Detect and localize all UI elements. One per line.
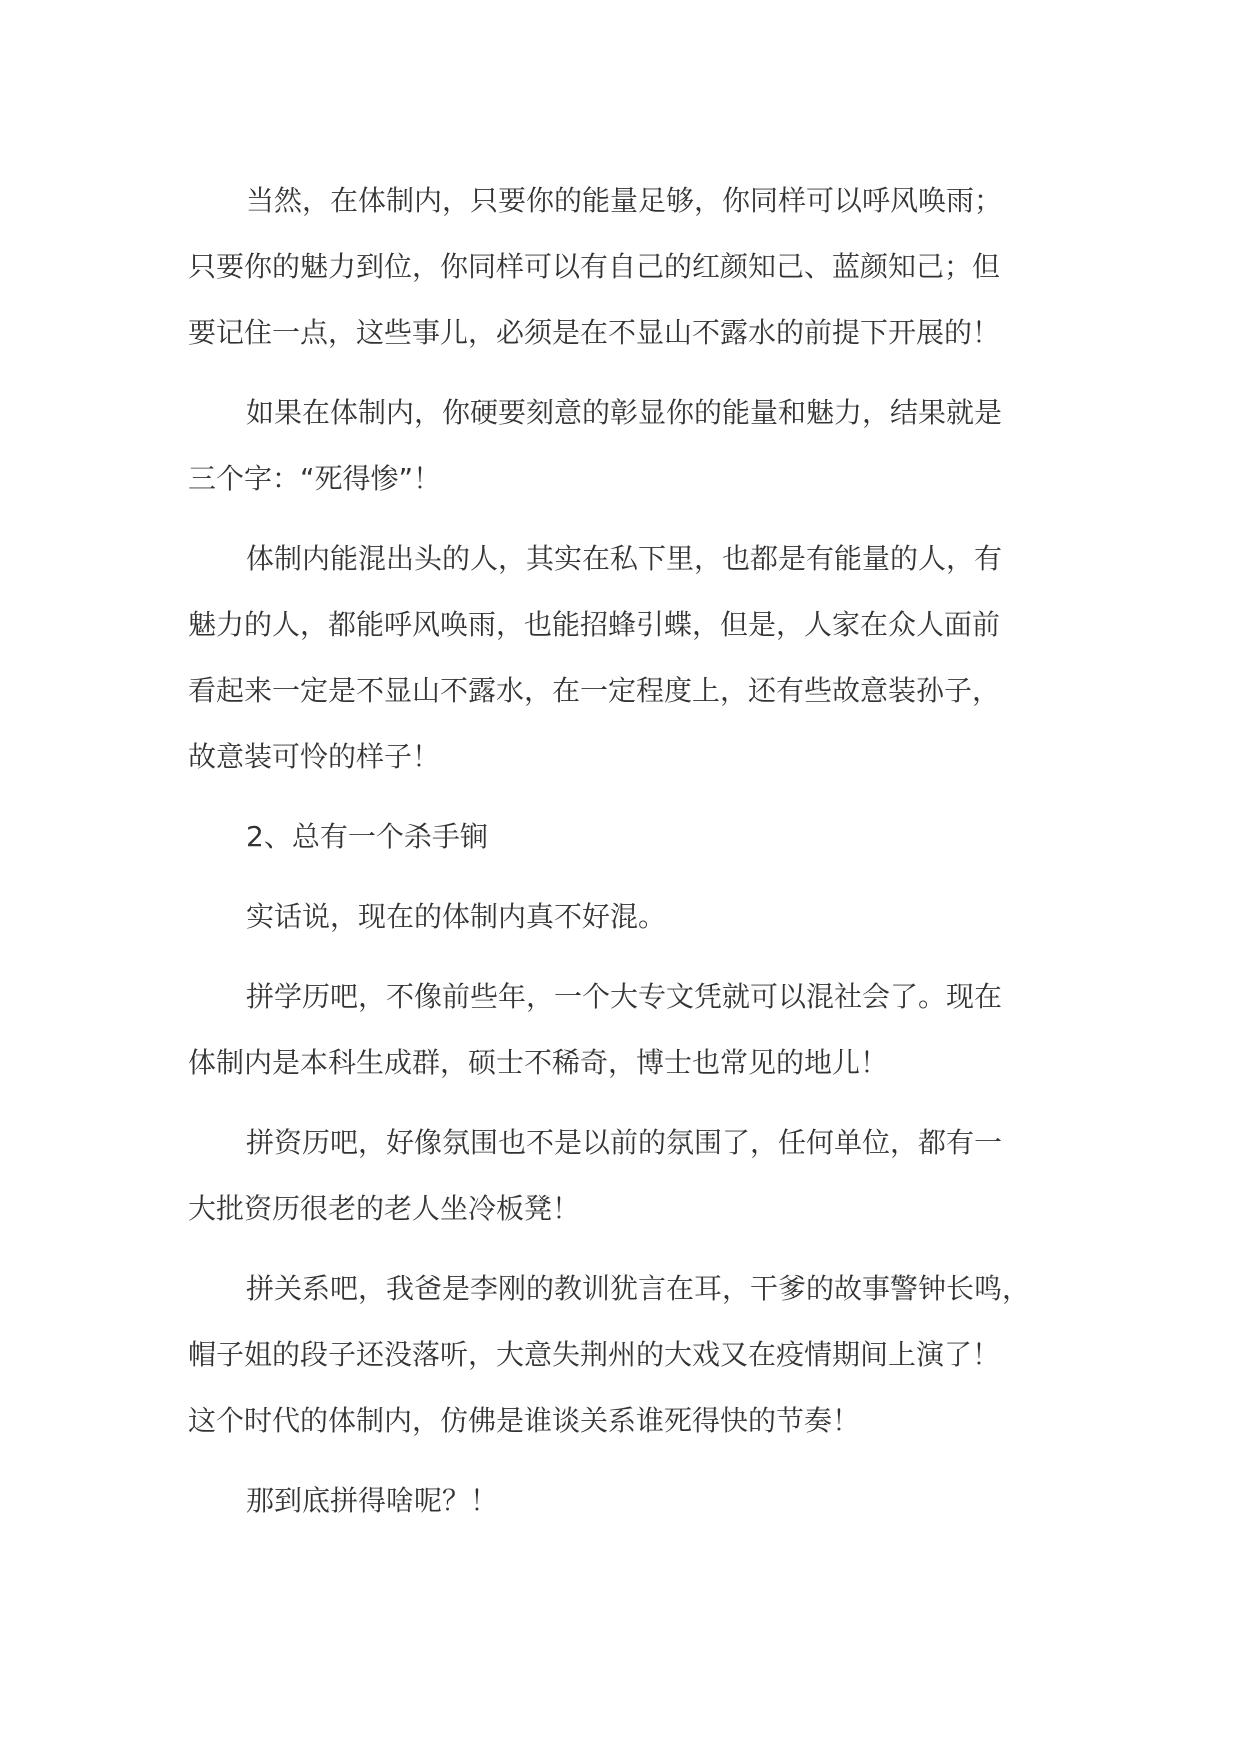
text-line: 拼资历吧，好像氛围也不是以前的氛围了，任何单位，都有一 <box>246 1126 1003 1159</box>
paragraph <box>188 526 1068 790</box>
paragraph <box>188 1110 1068 1242</box>
text-line: 当然，在体制内，只要你的能量足够，你同样可以呼风唤雨； <box>246 184 1003 217</box>
text-line: 体制内是本科生成群，硕士不稀奇，博士也常见的地儿！ <box>188 1046 889 1079</box>
text-line: 要记住一点，这些事儿，必须是在不显山不露水的前提下开展的！ <box>188 316 1001 349</box>
text-line: 体制内能混出头的人，其实在私下里，也都是有能量的人，有 <box>246 542 1003 575</box>
text-line: 那到底拼得啥呢？！ <box>246 1484 499 1517</box>
text-line: 三个字：“死得惨”！ <box>188 462 442 495</box>
paragraph <box>188 380 1068 512</box>
text-line: 只要你的魅力到位，你同样可以有自己的红颜知己、蓝颜知己；但 <box>188 250 1001 283</box>
text-line: 拼学历吧，不像前些年，一个大专文凭就可以混社会了。现在 <box>246 980 1003 1013</box>
text-line: 帽子姐的段子还没落听，大意失荆州的大戏又在疫情期间上演了！ <box>188 1338 1001 1371</box>
text-line: 魅力的人，都能呼风唤雨，也能招蜂引蝶，但是，人家在众人面前 <box>188 608 1001 641</box>
text-line: 实话说，现在的体制内真不好混。 <box>246 900 667 933</box>
paragraph <box>188 168 1068 366</box>
text-line: 拼关系吧，我爸是李刚的教训犹言在耳，干爹的故事警钟长鸣， <box>246 1272 1031 1305</box>
text-line: 大批资历很老的老人坐冷板凳！ <box>188 1192 581 1225</box>
text-line: 故意装可怜的样子！ <box>188 740 441 773</box>
text-line: 如果在体制内，你硬要刻意的彰显你的能量和魅力，结果就是 <box>246 396 1003 429</box>
section-heading <box>188 804 1068 870</box>
paragraph <box>188 1256 1068 1454</box>
paragraph <box>188 964 1068 1096</box>
article-body <box>188 168 1068 1548</box>
text-line: 看起来一定是不显山不露水，在一定程度上，还有些故意装孙子， <box>188 674 1001 707</box>
paragraph <box>188 1468 1068 1534</box>
text-line: 2、总有一个杀手锏 <box>246 820 488 853</box>
text-line: 这个时代的体制内，仿佛是谁谈关系谁死得快的节奏！ <box>188 1404 861 1437</box>
paragraph <box>188 884 1068 950</box>
